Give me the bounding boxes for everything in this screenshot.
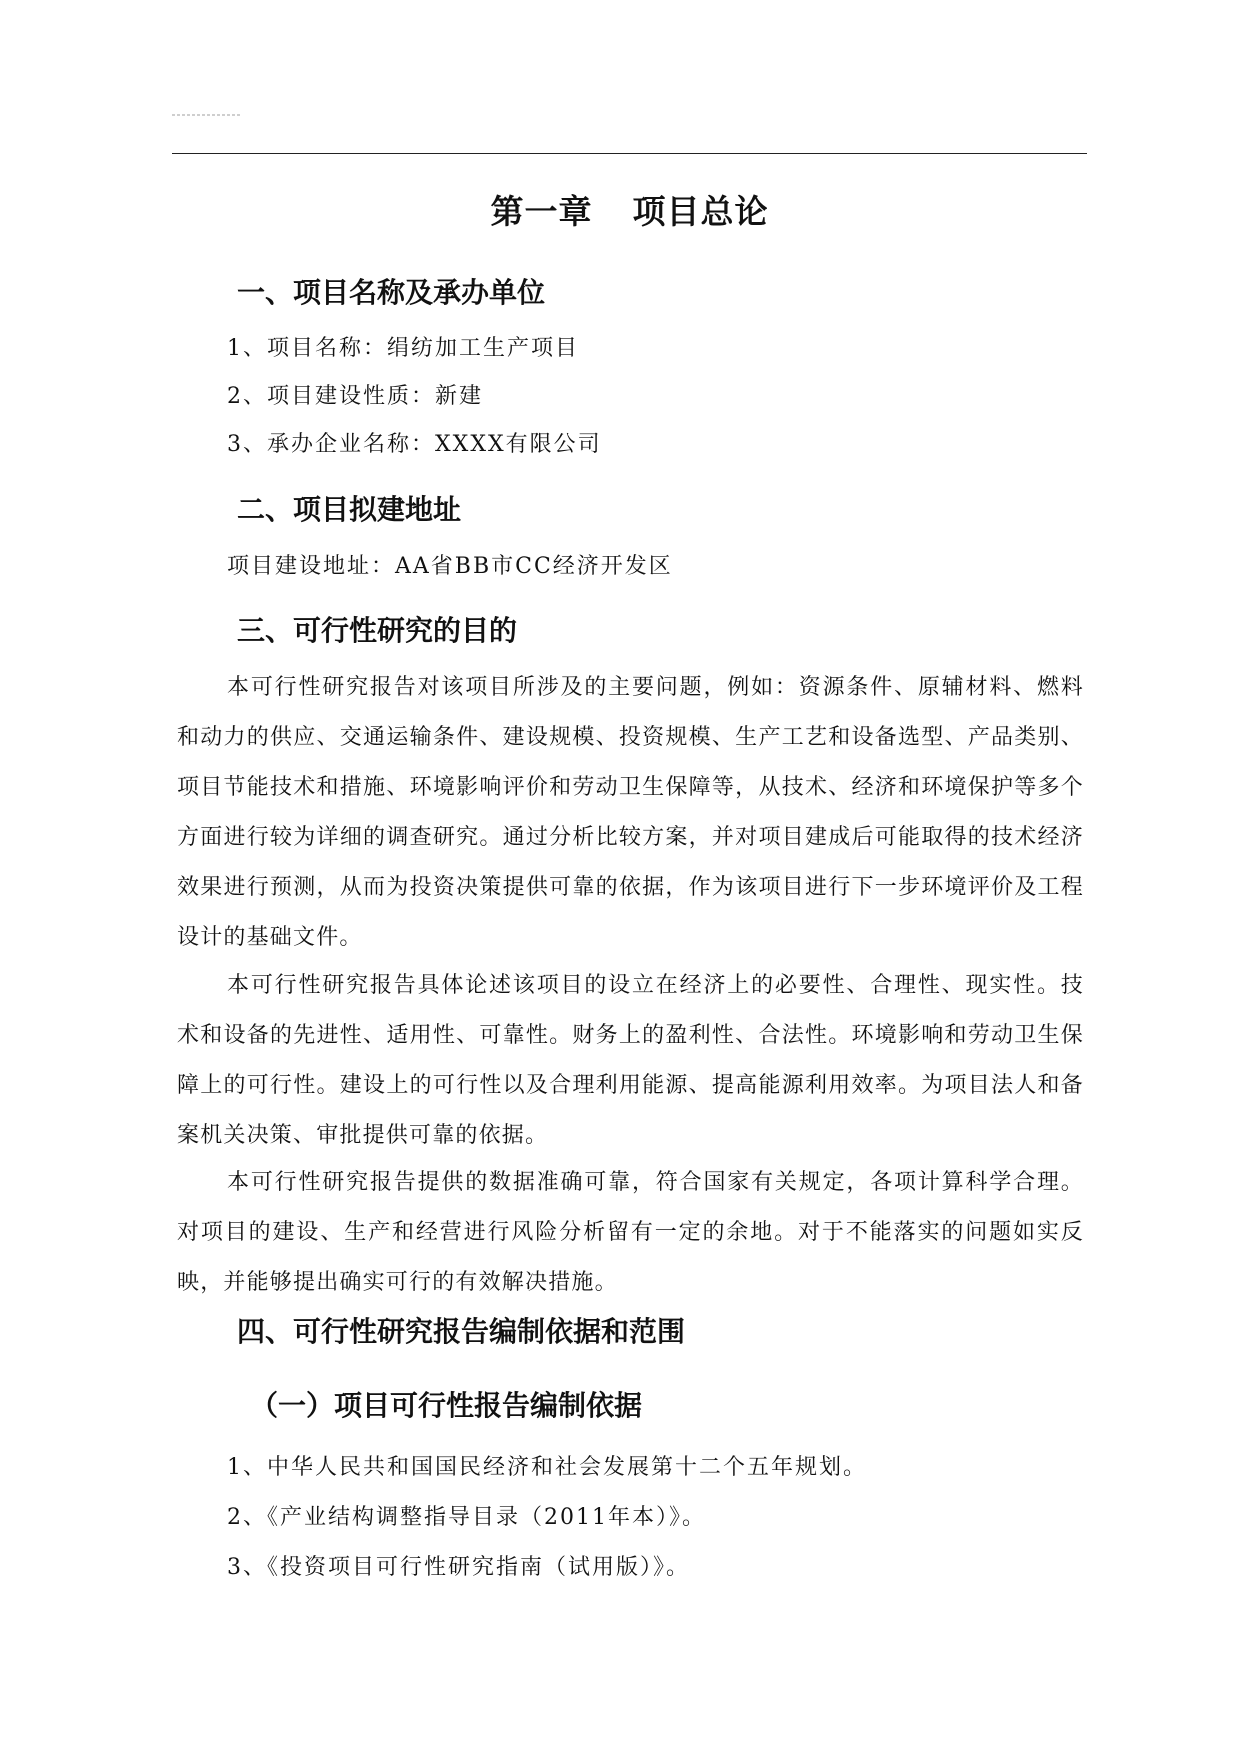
subsection-4-1-item-1: 1、中华人民共和国国民经济和社会发展第十二个五年规划。 <box>227 1455 867 1480</box>
section-3-paragraph-2: 本可行性研究报告具体论述该项目的设立在经济上的必要性、合理性、现实性。技术和设备的先进性、适用性、可靠性。财务上的盈利性、合法性。环境影响和劳动卫生保障上的可行性。建设上的可行性以及合理利用能源、提高能源利用效率。为项目法人和备案机关决策、审批提供可靠的依据。 <box>177 973 1084 1148</box>
section-2-heading: 二、项目拟建地址 <box>237 493 462 526</box>
section-3-heading: 三、可行性研究的目的 <box>237 614 518 647</box>
section-4-heading: 四、可行性研究报告编制依据和范围 <box>237 1315 686 1348</box>
section-1-item-3: 3、承办企业名称：XXXX有限公司 <box>227 432 602 457</box>
subsection-4-1-heading: （一）项目可行性报告编制依据 <box>250 1389 643 1422</box>
subsection-4-1-item-2: 2、《产业结构调整指导目录（2011年本）》。 <box>227 1505 706 1530</box>
subsection-4-1-item-3: 3、《投资项目可行性研究指南（试用版）》。 <box>227 1555 690 1580</box>
chapter-name: 项目总论 <box>632 192 769 231</box>
chapter-title <box>172 188 1087 236</box>
section-1-heading: 一、项目名称及承办单位 <box>237 276 546 309</box>
section-1-item-2: 2、项目建设性质：新建 <box>227 384 483 409</box>
section-2-address: 项目建设地址：AA省BB市CC经济开发区 <box>227 554 673 579</box>
section-1-item-1: 1、项目名称：绢纺加工生产项目 <box>227 336 579 361</box>
header-mark <box>172 114 242 116</box>
section-3-paragraph-1: 本可行性研究报告对该项目所涉及的主要问题，例如：资源条件、原辅材料、燃料和动力的供应、交通运输条件、建设规模、投资规模、生产工艺和设备选型、产品类别、项目节能技术和措施、环境影响评价和劳动卫生保障等，从技术、经济和环境保护等多个方面进行较为详细的调查研究。通过分析比较方案，并对项目建成后可能取得的技术经济效果进行预测，从而为投资决策提供可靠的依据，作为该项目进行下一步环境评价及工程设计的基础文件。 <box>177 675 1084 950</box>
header-rule <box>172 153 1087 154</box>
chapter-number: 第一章 <box>490 192 593 231</box>
section-3-paragraph-3: 本可行性研究报告提供的数据准确可靠，符合国家有关规定，各项计算科学合理。对项目的建设、生产和经营进行风险分析留有一定的余地。对于不能落实的问题如实反映，并能够提出确实可行的有效解决措施。 <box>177 1170 1084 1295</box>
